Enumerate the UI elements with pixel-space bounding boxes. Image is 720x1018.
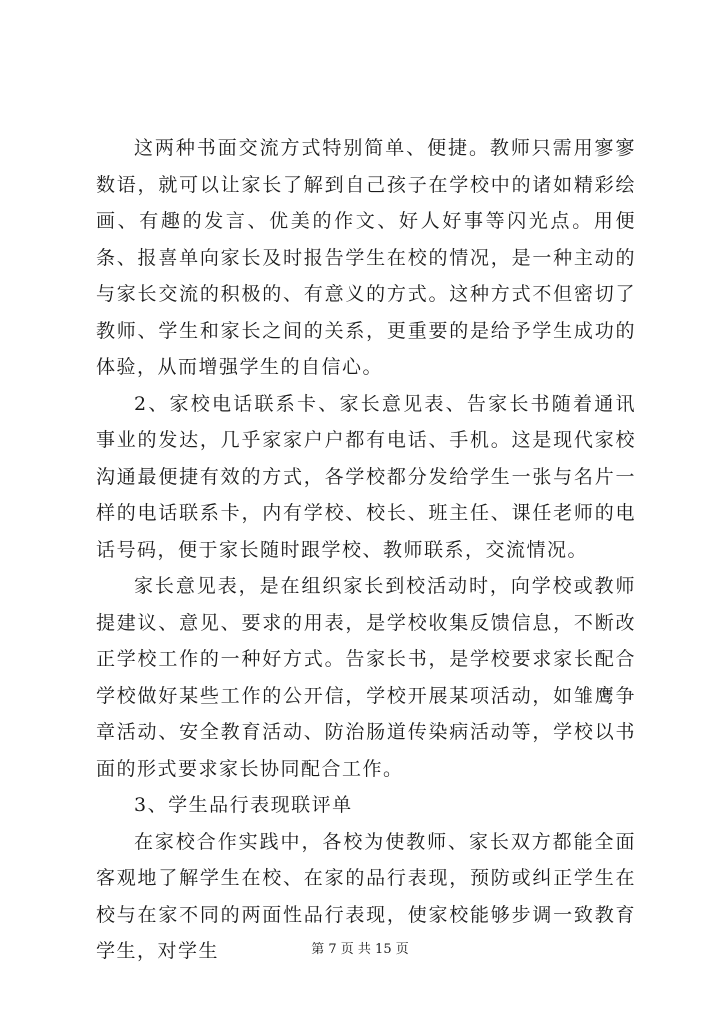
paragraph-home-school-cooperation: 在家校合作实践中，各校为使教师、家长双方都能全面客观地了解学生在校、在家的品行表现，预防或纠正学生在校与在家不同的两面性品行表现，使家校能够步调一致教育学生，对学生	[96, 830, 636, 962]
page-footer: 第 7 页 共 15 页	[311, 942, 409, 957]
paragraph-parent-feedback-form: 家长意见表，是在组织家长到校活动时，向学校或教师提建议、意见、要求的用表，是学校收集反馈信息，不断改正学校工作的一种好方式。告家长书，是学校要求家长配合学校做好某些工作的公开信，学校开展某项活动，如雏鹰争章活动、安全教育活动、防治肠道传染病活动等，学校以书面的形式要求家长协同配合工作。	[96, 575, 636, 780]
document-body	[96, 130, 636, 970]
paragraph-phone-contact-card: 2、家校电话联系卡、家长意见表、告家长书随着通讯事业的发达，几乎家家户户都有电话、手机。这是现代家校沟通最便捷有效的方式，各学校都分发给学生一张与名片一样的电话联系卡，内有学校、校长、班主任、课任老师的电话号码，便于家长随时跟学校、教师联系，交流情况。	[96, 392, 636, 561]
paragraph-written-communication: 这两种书面交流方式特别简单、便捷。教师只需用寥寥数语，就可以让家长了解到自己孩子在学校中的诸如精彩绘画、有趣的发言、优美的作文、好人好事等闪光点。用便条、报喜单向家长及时报告学生在校的情况，是一种主动的与家长交流的积极的、有意义的方式。这种方式不但密切了教师、学生和家长之间的关系，更重要的是给予学生成功的体验，从而增强学生的自信心。	[96, 137, 636, 378]
section-heading-conduct-evaluation: 3、学生品行表现联评单	[134, 794, 353, 816]
